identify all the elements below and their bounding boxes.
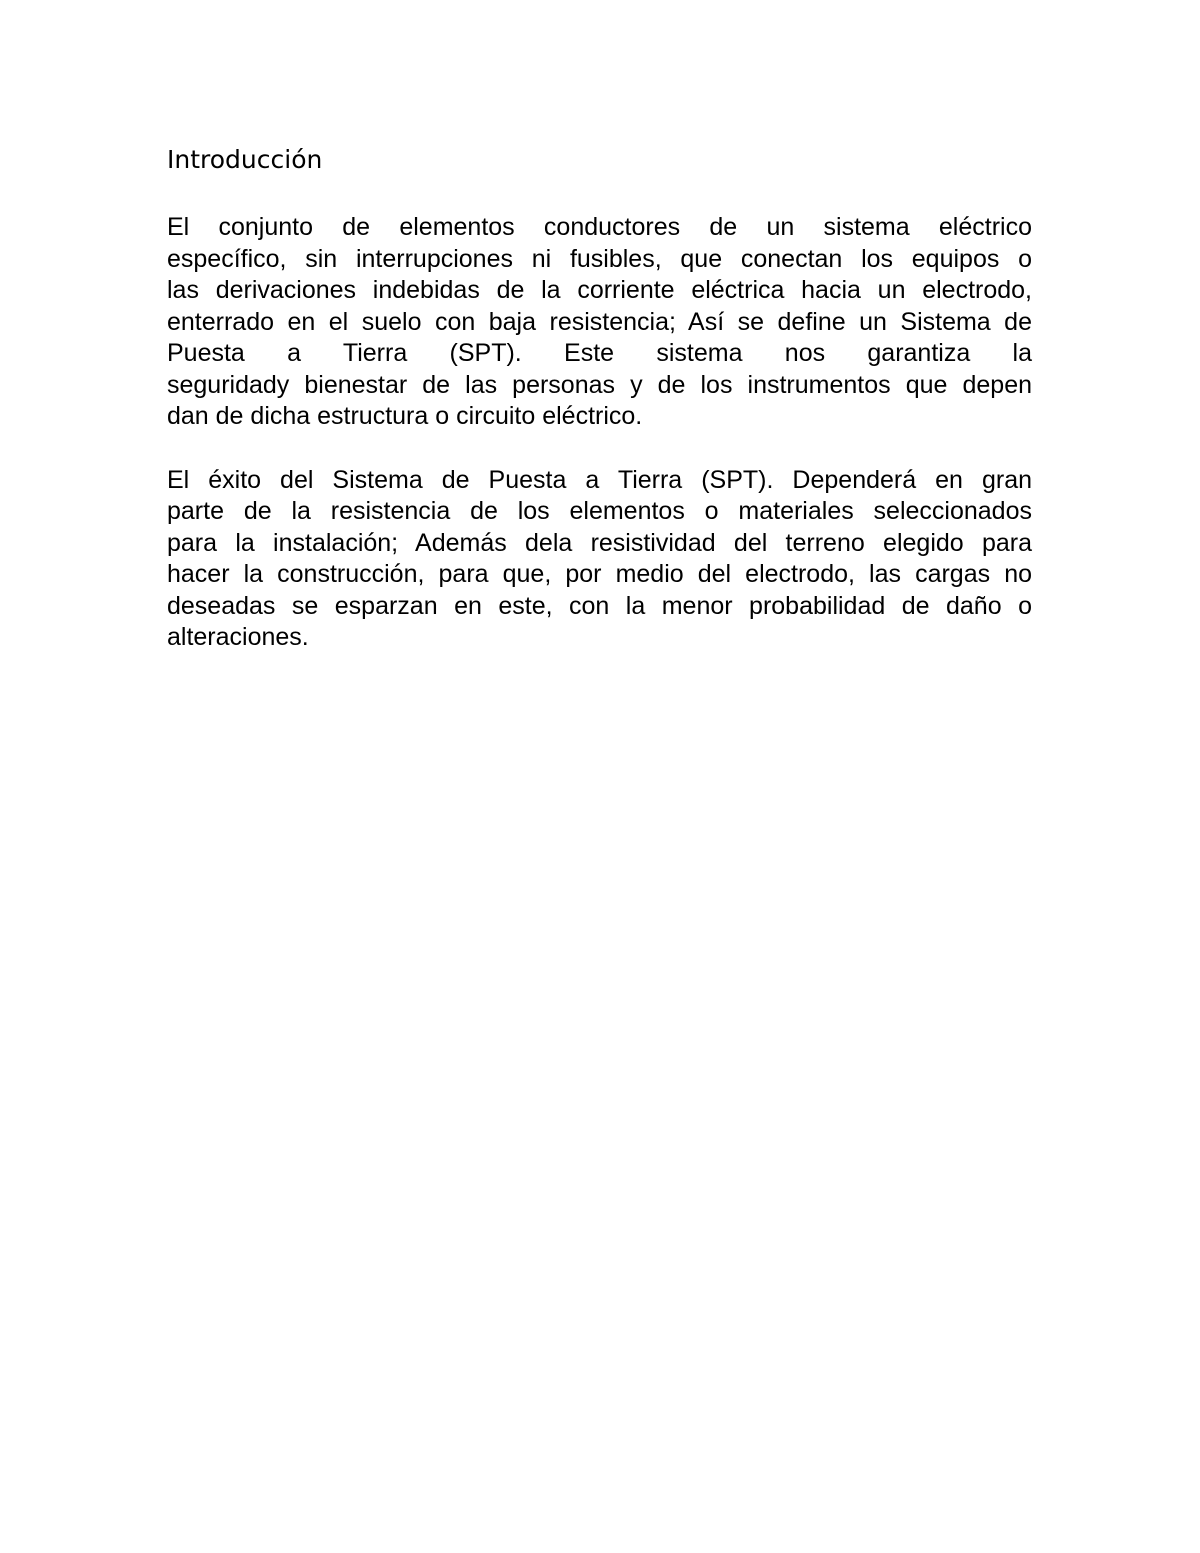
paragraph-1 (167, 212, 1032, 433)
paragraph-line: específico, sin interrupciones ni fusibles, que conectan los equipos o (167, 244, 1032, 273)
paragraph-line: las derivaciones indebidas de la corriente eléctrica hacia un electrodo, (167, 276, 1032, 304)
paragraph-line: El éxito del Sistema de Puesta a Tierra (SPT). Dependerá en gran (167, 465, 1032, 494)
paragraph-2 (167, 465, 1032, 654)
document-heading: Introducción (167, 145, 323, 174)
paragraph-line: Puesta a Tierra (SPT). Este sistema nos garantiza la (167, 339, 1032, 367)
paragraph-line: El conjunto de elementos conductores de un sistema eléctrico (167, 213, 1032, 241)
paragraph-line: seguridady bienestar de las personas y de los instrumentos que depen (167, 370, 1032, 399)
document-body (167, 140, 1032, 654)
paragraph-line: hacer la construcción, para que, por medio del electrodo, las cargas no (167, 560, 1032, 588)
paragraph-line: alteraciones. (167, 623, 309, 651)
paragraph-line: para la instalación; Además dela resistividad del terreno elegido para (167, 528, 1032, 557)
paragraph-line: dan de dicha estructura o circuito eléctrico. (167, 402, 643, 430)
paragraph-line: enterrado en el suelo con baja resistencia; Así se define un Sistema de (167, 307, 1032, 336)
paragraph-line: parte de la resistencia de los elementos o materiales seleccionados (167, 497, 1032, 525)
paragraph-line: deseadas se esparzan en este, con la menor probabilidad de daño o (167, 591, 1032, 620)
